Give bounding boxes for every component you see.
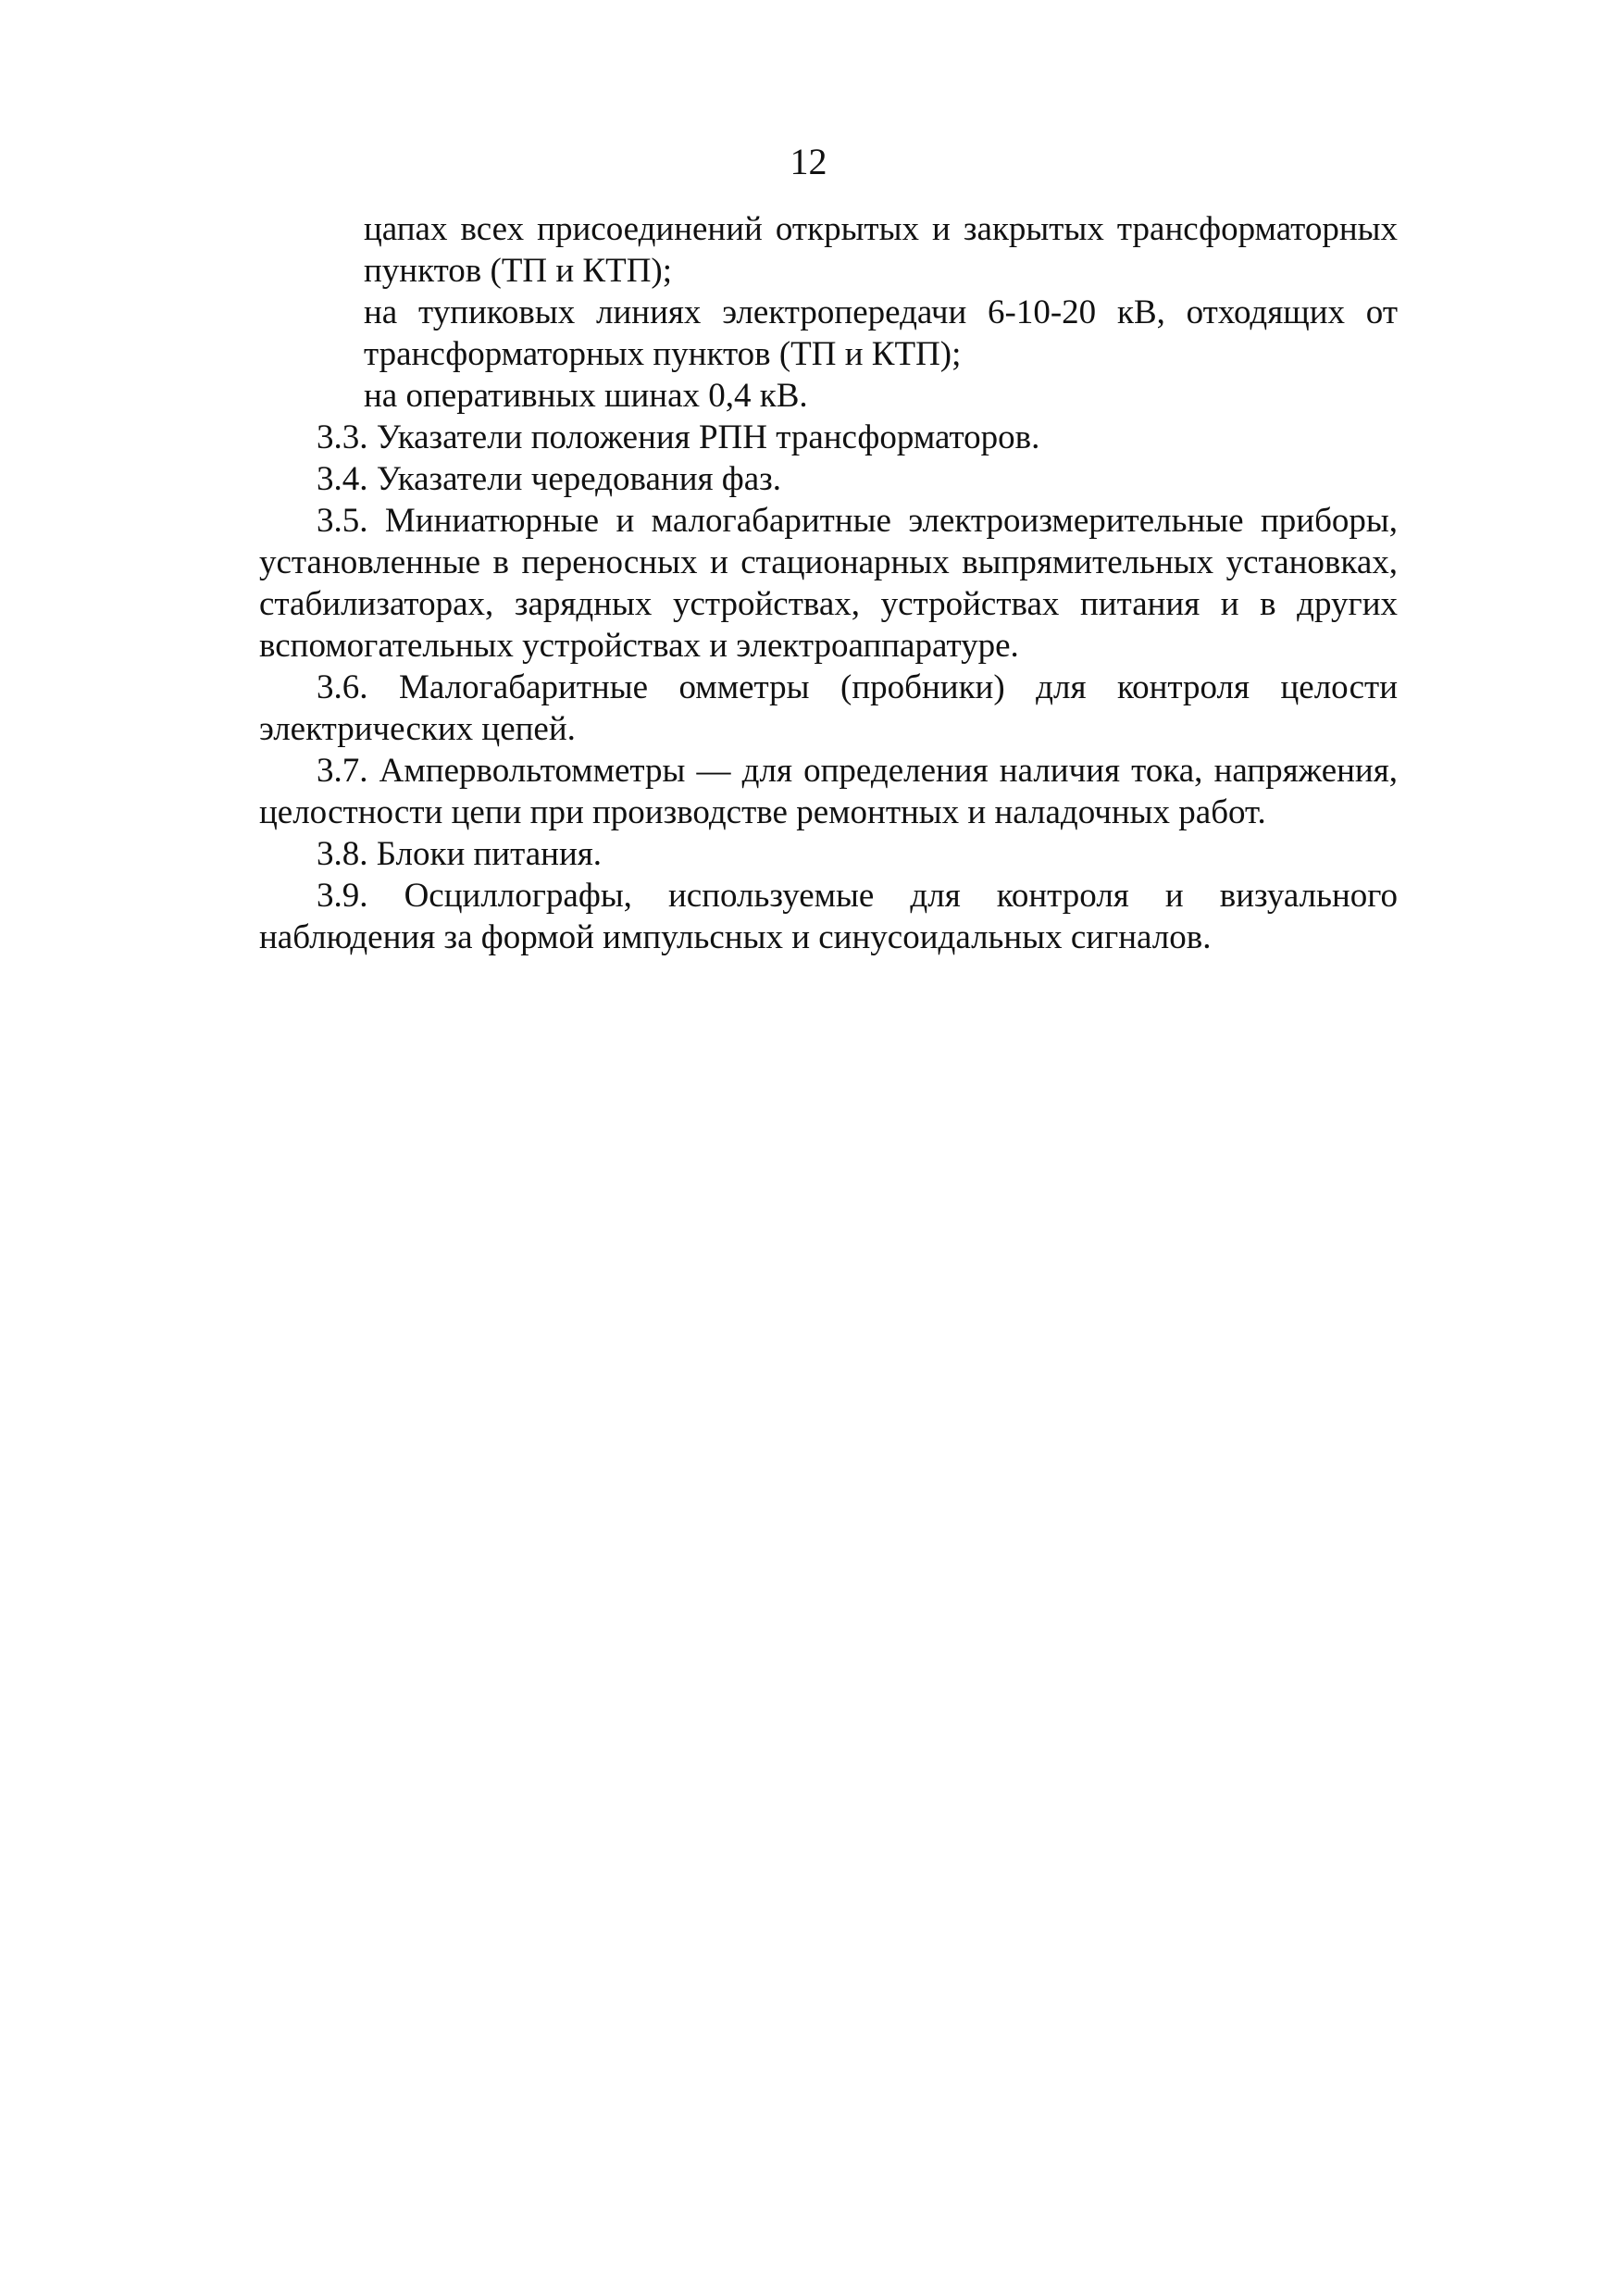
paragraph-text: Блоки питания.: [376, 835, 603, 873]
paragraph-3-8: [259, 833, 1398, 875]
paragraph-text: Осциллографы, используемые для контроля и визуального наблюдения за формой импульсных и синусоидальных сигналов.: [259, 877, 1398, 956]
paragraph-text: Указатели чередования фаз.: [376, 460, 782, 498]
paragraph-number: 3.4.: [317, 460, 368, 498]
paragraph-number: 3.6.: [317, 668, 368, 706]
page-number: 12: [790, 141, 827, 182]
list-continuation-3: на оперативных шинах 0,4 кВ.: [364, 377, 808, 415]
paragraph-3-6: [259, 667, 1398, 750]
paragraph-3-5: [259, 500, 1398, 667]
paragraph-number: 3.5.: [317, 502, 368, 540]
paragraph-text: Ампервольтомметры — для определения наличия тока, напряжения, целостности цепи при производстве ремонтных и наладочных работ.: [259, 752, 1398, 831]
paragraph-3-4: [259, 458, 1398, 500]
paragraph-3-9: [259, 875, 1398, 958]
list-continuation-2: на тупиковых линиях электропередачи 6-10-20 кВ, отходящих от трансформаторных пунктов (ТП и КТП);: [364, 293, 1398, 373]
body-text: [259, 208, 1398, 958]
paragraph-text: Миниатюрные и малогабаритные электроизмерительные приборы, установленные в переносных и стационарных выпрямительных установках, стабилизаторах, зарядных устройствах, устройствах питания и в других вспомогательных устройствах и электроаппаратуре.: [259, 502, 1398, 665]
paragraph-text: Малогабаритные омметры (пробники) для контроля целости электрических цепей.: [259, 668, 1398, 748]
paragraph-number: 3.7.: [317, 752, 368, 790]
paragraph-3-7: [259, 750, 1398, 833]
paragraph-text: Указатели положения РПН трансформаторов.: [376, 418, 1040, 456]
paragraph-3-3: [259, 417, 1398, 458]
paragraph-number: 3.3.: [317, 418, 368, 456]
paragraph-number: 3.9.: [317, 877, 368, 915]
paragraph-number: 3.8.: [317, 835, 368, 873]
list-continuation-1: цапах всех присоединений открытых и закрытых трансформаторных пунктов (ТП и КТП);: [364, 210, 1398, 290]
